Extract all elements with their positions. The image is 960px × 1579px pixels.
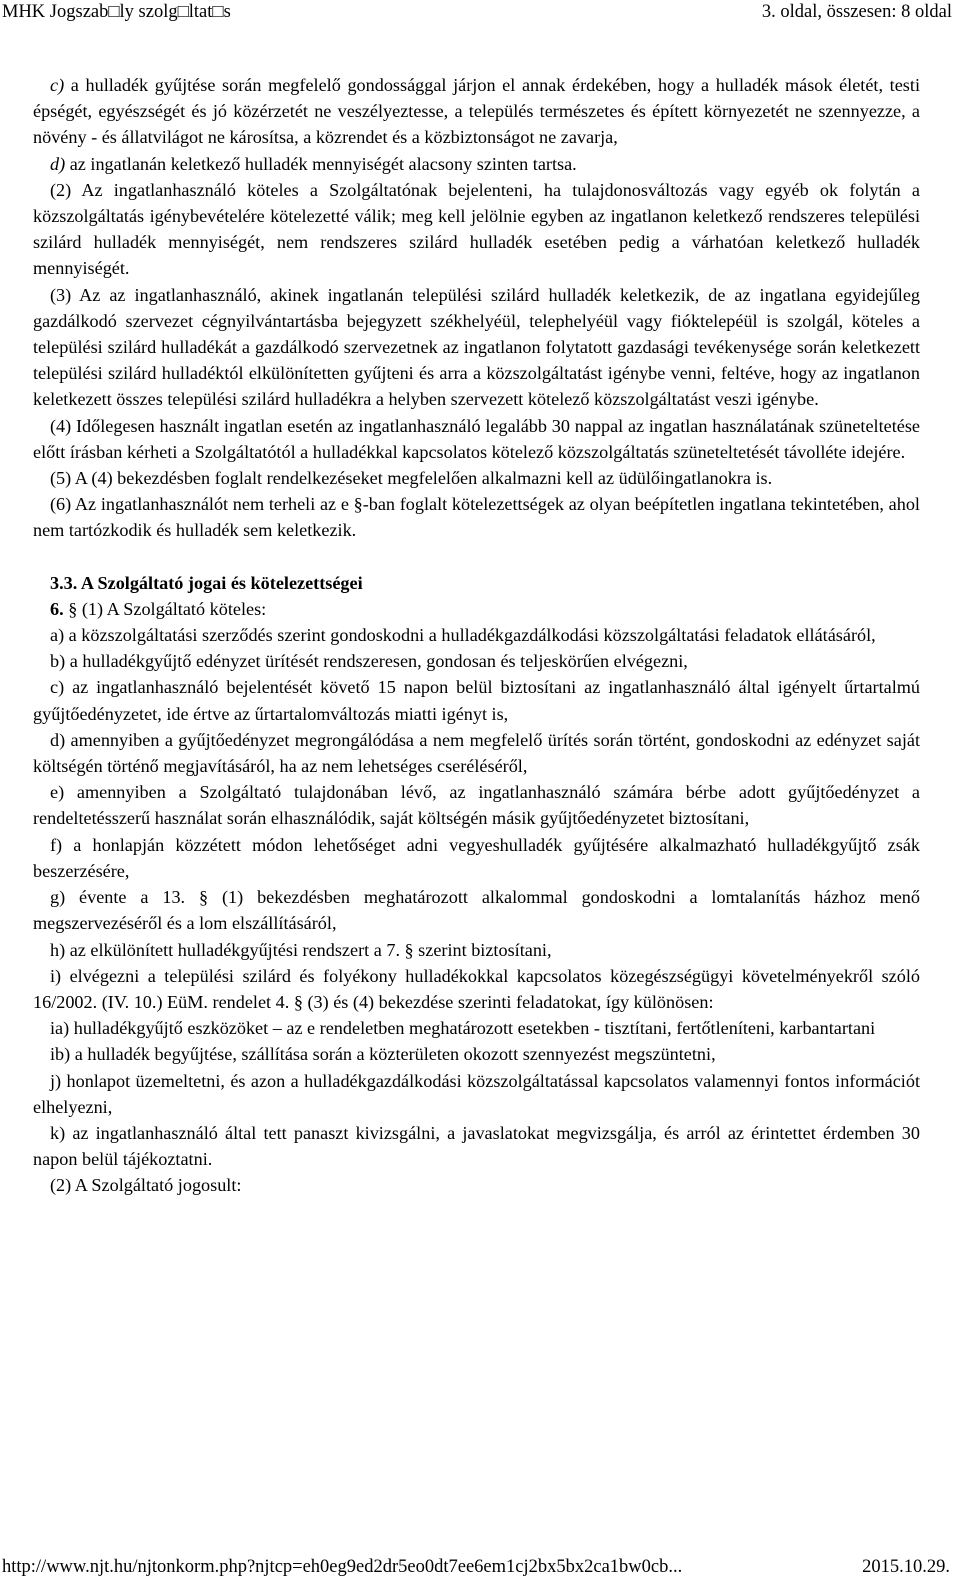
header-title: MHK Jogszab□ly szolg□ltat□s xyxy=(2,2,231,22)
paragraph-rights: (2) A Szolgáltató jogosult: xyxy=(50,1175,242,1196)
section-heading: 3.3. A Szolgáltató jogai és kötelezettségei xyxy=(50,572,363,593)
item-k: k) az ingatlanhasználó által tett panaszt kivizsgálni, a javaslatokat megvizsgálja, és arról az érintettet érdemben 30 napon belül tájékoztatni. xyxy=(33,1122,920,1170)
paragraph-2: (2) Az ingatlanhasználó köteles a Szolgáltatónak bejelenteni, ha tulajdonosváltozás vagy egyéb ok folytán a közszolgáltatás igénybevételére kötelezetté válik; meg kell jelölnie egyben az ingatlanon keletkező rendszeres települési szilárd hulladék mennyiségét, nem rendszeres szilárd hulladék esetében pedig a várhatóan keletkező hulladék mennyiségét. xyxy=(33,179,920,279)
clause-c xyxy=(33,72,920,151)
page-header xyxy=(0,0,960,24)
item-e: e) amennyiben a Szolgáltató tulajdonában lévő, az ingatlanhasználó számára bérbe adott gyűjtőedényzet a rendeltetésszerű használat során elhasználódik, saját költségén másik gyűjtőedényzetet biztosítani, xyxy=(33,782,920,829)
clause-c-mark: c) xyxy=(50,75,65,95)
item-h: h) az elkülönített hulladékgyűjtési rendszert a 7. § szerint biztosítani, xyxy=(50,939,552,960)
page-footer xyxy=(0,1555,960,1579)
item-i: i) elvégezni a települési szilárd és folyékony hulladékokkal kapcsolatos közegészségügyi követelményekről szóló 16/2002. (IV. 10.) EüM. rendelet 4. § (3) és (4) bekezdése szerinti feladatokat, így különösen: xyxy=(33,965,920,1012)
section-6-number: 6. xyxy=(50,598,64,619)
clause-d xyxy=(33,151,920,177)
paragraph-6: (6) Az ingatlanhasználót nem terheli az e §-ban foglalt kötelezettségek az olyan beépítetlen ingatlana tekintetében, ahol nem tartózkodik és hulladék sem keletkezik. xyxy=(33,494,920,541)
clause-c-text: a hulladék gyűjtése során megfelelő gondossággal járjon el annak érdekében, hogy a hulladék mások életét, testi épségét, egyészségét és jó közérzetét ne veszélyeztesse, a település természetes és épített környezetét ne szennyezze, a növény - és állatvilágot ne károsítsa, a közrendet és a közbiztonságot ne zavarja, xyxy=(33,75,920,148)
item-ia: ia) hulladékgyűjtő eszközöket – az e rendeletben meghatározott esetekben - tisztítani, fertőtleníteni, karbantartani xyxy=(50,1018,876,1039)
item-c: c) az ingatlanhasználó bejelentését követő 15 napon belül biztosítani az ingatlanhasználó által igényelt űrtartalmú gyűjtőedényzetet, ide értve az űrtartalomváltozás miatti igényt is, xyxy=(33,677,920,724)
item-a: a) a közszolgáltatási szerződés szerint gondoskodni a hulladékgazdálkodási közszolgáltatási feladatok ellátásáról, xyxy=(50,625,876,646)
document-body xyxy=(33,72,920,1199)
footer-url: http://www.njt.hu/njtonkorm.php?njtcp=eh0eg9ed2dr5eo0dt7ee6em1cj2bx5bx2ca1bw0cb... xyxy=(2,1557,683,1577)
item-d: d) amennyiben a gyűjtőedényzet megrongálódása a nem megfelelő ürítés során történt, gondoskodni az edényzet saját költségén történő megjavításáról, ha az nem lehetséges cseréléséről, xyxy=(33,729,920,777)
footer-date: 2015.10.29. xyxy=(862,1557,950,1577)
item-b: b) a hulladékgyűjtő edényzet ürítését rendszeresen, gondosan és teljeskörűen elvégezni, xyxy=(50,651,688,672)
item-ib: ib) a hulladék begyűjtése, szállítása során a közterületen okozott szennyezést megszüntetni, xyxy=(50,1044,716,1065)
paragraph-4: (4) Időlegesen használt ingatlan esetén az ingatlanhasználó legalább 30 nappal az ingatlan használatának szüneteltetése előtt írásban kérheti a Szolgáltatótól a hulladékkal kapcsolatos kötelező közszolgáltatás szüneteltetését távolléte idejére. xyxy=(33,415,920,462)
item-f: f) a honlapján közzétett módon lehetőséget adni vegyeshulladék gyűjtésére alkalmazható hulladékgyűjtő zsák beszerzésére, xyxy=(33,834,920,881)
section-6-text: § (1) A Szolgáltató köteles: xyxy=(63,598,267,619)
paragraph-3: (3) Az az ingatlanhasználó, akinek ingatlanán települési szilárd hulladék keletkezik, de az ingatlana egyidejűleg gazdálkodó szervezet cégnyilvántartásba bejegyzett székhelyéül, telephelyéül vagy fióktelepéül is szolgál, köteles a települési szilárd hulladékát a gazdálkodó szervezetnek az ingatlanon folytatott gazdasági tevékenysége során keletkezett települési szilárd hulladéktól elkülönítetten gyűjteni és arra a közszolgáltatást igénybe venni, feltéve, hogy az ingatlanon keletkezett összes települési szilárd hulladékra a helyben szervezett kötelező közszolgáltatást veszi igénybe. xyxy=(33,284,920,410)
item-j: j) honlapot üzemeltetni, és azon a hulladékgazdálkodási közszolgáltatással kapcsolatos valamennyi fontos információt elhelyezni, xyxy=(33,1070,920,1117)
paragraph-5: (5) A (4) bekezdésben foglalt rendelkezéseket megfelelően alkalmazni kell az üdülőingatlanokra is. xyxy=(50,468,773,489)
item-g: g) évente a 13. § (1) bekezdésben meghatározott alkalommal gondoskodni a lomtalanítás házhoz menő megszervezéséről és a lom elszállításáról, xyxy=(33,887,920,934)
clause-d-text: az ingatlanán keletkező hulladék mennyiségét alacsony szinten tartsa. xyxy=(65,153,577,174)
page-counter: 3. oldal, összesen: 8 oldal xyxy=(761,2,952,22)
section-spacer xyxy=(33,544,920,570)
clause-d-mark: d) xyxy=(50,153,66,174)
section-6-lead xyxy=(33,596,920,622)
